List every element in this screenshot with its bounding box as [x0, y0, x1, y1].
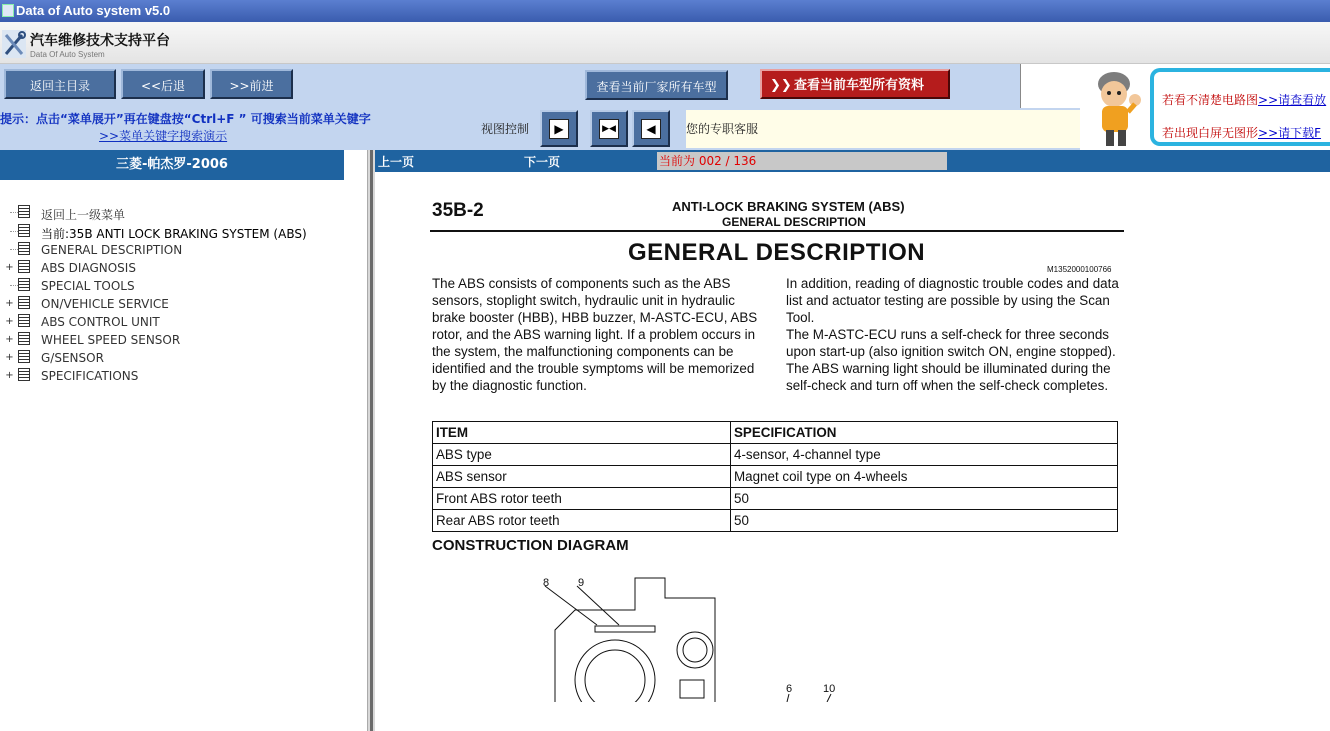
tree-item-label: 返回上一级菜单: [41, 208, 126, 222]
help-line-2-link[interactable]: >>请下载F: [1258, 126, 1322, 140]
table-row: [433, 444, 1118, 466]
doc-subheading: CONSTRUCTION DIAGRAM: [432, 537, 629, 554]
doc-title: GENERAL DESCRIPTION: [628, 239, 926, 266]
expand-plus-icon[interactable]: +: [5, 334, 14, 345]
doc-page-number: 35B-2: [432, 200, 484, 221]
all-data-label: 查看当前车型所有资料: [794, 78, 925, 93]
splitter-grip[interactable]: [370, 150, 373, 731]
table-cell: Rear ABS rotor teeth: [433, 510, 731, 532]
doc-header-rule: [430, 230, 1124, 232]
spec-table-header: [433, 422, 1118, 444]
diagram-label-9: 9: [578, 577, 585, 589]
expand-plus-icon[interactable]: +: [5, 370, 14, 381]
doc-code: M1352000100766: [1047, 265, 1112, 274]
arrow-right-icon: ▶: [549, 119, 569, 139]
left-panel: [0, 150, 367, 731]
service-box: [686, 110, 1080, 148]
brand-subtitle: Data Of Auto System: [30, 50, 105, 59]
tree-connector: [10, 285, 18, 286]
pager-bar: [375, 150, 1330, 172]
tree-item-label: ABS CONTROL UNIT: [41, 315, 160, 329]
arrow-left-icon: ◀: [641, 119, 661, 139]
help-line-1-text: 若看不清楚电路图: [1162, 93, 1259, 107]
doc-header-topic: GENERAL DESCRIPTION: [722, 215, 866, 229]
table-row: [433, 510, 1118, 532]
tree-item-label: ON/VEHICLE SERVICE: [41, 297, 169, 311]
mechanic-mascot-icon: [1078, 64, 1148, 150]
document-icon: [18, 314, 30, 327]
diagram-label-6: 6: [786, 683, 793, 695]
brand-bar: [0, 22, 1330, 64]
app-icon: [2, 4, 14, 17]
table-cell: ABS sensor: [433, 466, 731, 488]
document-icon: [18, 260, 30, 273]
doc-paragraph-right: [786, 275, 1121, 394]
all-data-button[interactable]: [760, 69, 950, 99]
document-icon: [18, 350, 30, 363]
window-title: Data of Auto system v5.0: [16, 3, 171, 18]
document-icon: [18, 205, 30, 218]
home-button[interactable]: 返回主目录: [4, 69, 116, 99]
doc-paragraph-left: The ABS consists of components such as the ABS sensors, stoplight switch, hydraulic unit in hydraulic brake booster (HBB), HBB buzzer, M-ASTC-ECU, ABS rotor, and the ABS warning light. If a problem occurs in the system, the malfunctioning components can be identified and the trouble symptoms will be memorized by the diagnostic function.: [432, 276, 758, 393]
tree-item-label: 当前:35B ANTI LOCK BRAKING SYSTEM (ABS): [41, 227, 307, 241]
spec-table: [432, 421, 1118, 532]
next-page-link[interactable]: 下一页: [524, 155, 561, 169]
service-text: 您的专职客服: [686, 122, 759, 136]
expand-plus-icon[interactable]: +: [5, 262, 14, 273]
table-cell: Front ABS rotor teeth: [433, 488, 731, 510]
document-viewer: [375, 172, 1330, 731]
expand-plus-icon[interactable]: +: [5, 316, 14, 327]
table-row: [433, 466, 1118, 488]
forward-button[interactable]: >>前进: [210, 69, 293, 99]
tree-connector: [10, 212, 18, 213]
doc-paragraph-right-2: The M-ASTC-ECU runs a self-check for three seconds upon start-up (also ignition switch ON, engine stopped). The ABS warning light should be illuminated during the self-check and turn off when the self-check completes.: [786, 327, 1116, 393]
hint-text: 提示：点击“菜单展开”再在键盘按“Ctrl+F ” 可搜索当前菜单关键字: [0, 112, 371, 126]
document-icon: [18, 278, 30, 291]
tree-item-label: WHEEL SPEED SENSOR: [41, 333, 181, 347]
table-cell: 4-sensor, 4-channel type: [731, 444, 1118, 466]
view-split-button[interactable]: [590, 110, 628, 147]
tree-item-label: G/SENSOR: [41, 351, 104, 365]
spec-header-item: ITEM: [433, 422, 731, 444]
brand-title: 汽车维修技术支持平台: [30, 33, 170, 49]
tree-item-label: ABS DIAGNOSIS: [41, 261, 136, 275]
diagram-label-8: 8: [543, 577, 550, 589]
view-expand-left-button[interactable]: [632, 110, 670, 147]
all-models-button[interactable]: 查看当前厂家所有车型: [585, 70, 728, 100]
table-row: [433, 488, 1118, 510]
tree-item-label: SPECIAL TOOLS: [41, 279, 135, 293]
construction-diagram: [535, 570, 855, 702]
vehicle-header: 三菱-帕杰罗-2006: [0, 150, 344, 180]
split-arrows-icon: ▶◀: [599, 119, 619, 139]
wrench-screwdriver-icon: [2, 30, 26, 58]
tree-item-label: GENERAL DESCRIPTION: [41, 243, 183, 257]
view-control-label: 视图控制: [481, 122, 530, 136]
help-line-1-link[interactable]: >>请查看放: [1258, 93, 1327, 107]
help-line-1: [1162, 91, 1326, 108]
diagram-label-10: 10: [823, 683, 836, 695]
back-button[interactable]: <<后退: [121, 69, 205, 99]
table-cell: ABS type: [433, 444, 731, 466]
expand-plus-icon[interactable]: +: [5, 352, 14, 363]
document-icon: [18, 296, 30, 309]
expand-plus-icon[interactable]: +: [5, 298, 14, 309]
document-icon: [18, 224, 30, 237]
spec-header-spec: SPECIFICATION: [731, 422, 1118, 444]
table-cell: Magnet coil type on 4-wheels: [731, 466, 1118, 488]
doc-paragraph-right-1: In addition, reading of diagnostic trouble codes and data list and actuator testing are possible by using the Scan Tool.: [786, 276, 1119, 325]
table-cell: 50: [731, 488, 1118, 510]
help-line-2: [1162, 124, 1321, 141]
nav-bar: [0, 64, 1020, 108]
document-icon: [18, 332, 30, 345]
prev-page-link[interactable]: 上一页: [378, 155, 415, 169]
tree-connector: [10, 249, 18, 250]
search-demo-link[interactable]: >>菜单关键字搜索演示: [99, 129, 228, 143]
panel-splitter[interactable]: [367, 150, 375, 731]
current-page-indicator: 当前为 002 / 136: [657, 152, 947, 170]
tree-item-label: SPECIFICATIONS: [41, 369, 139, 383]
view-expand-right-button[interactable]: [540, 110, 578, 147]
help-line-2-text: 若出现白屏无图形: [1162, 126, 1259, 140]
document-icon: [18, 368, 30, 381]
tree-connector: [10, 231, 18, 232]
doc-header-section: ANTI-LOCK BRAKING SYSTEM (ABS): [672, 199, 905, 214]
document-icon: [18, 242, 30, 255]
double-chevron-right-icon: ❯❯: [770, 78, 792, 93]
table-cell: 50: [731, 510, 1118, 532]
window-titlebar: [0, 0, 1330, 22]
